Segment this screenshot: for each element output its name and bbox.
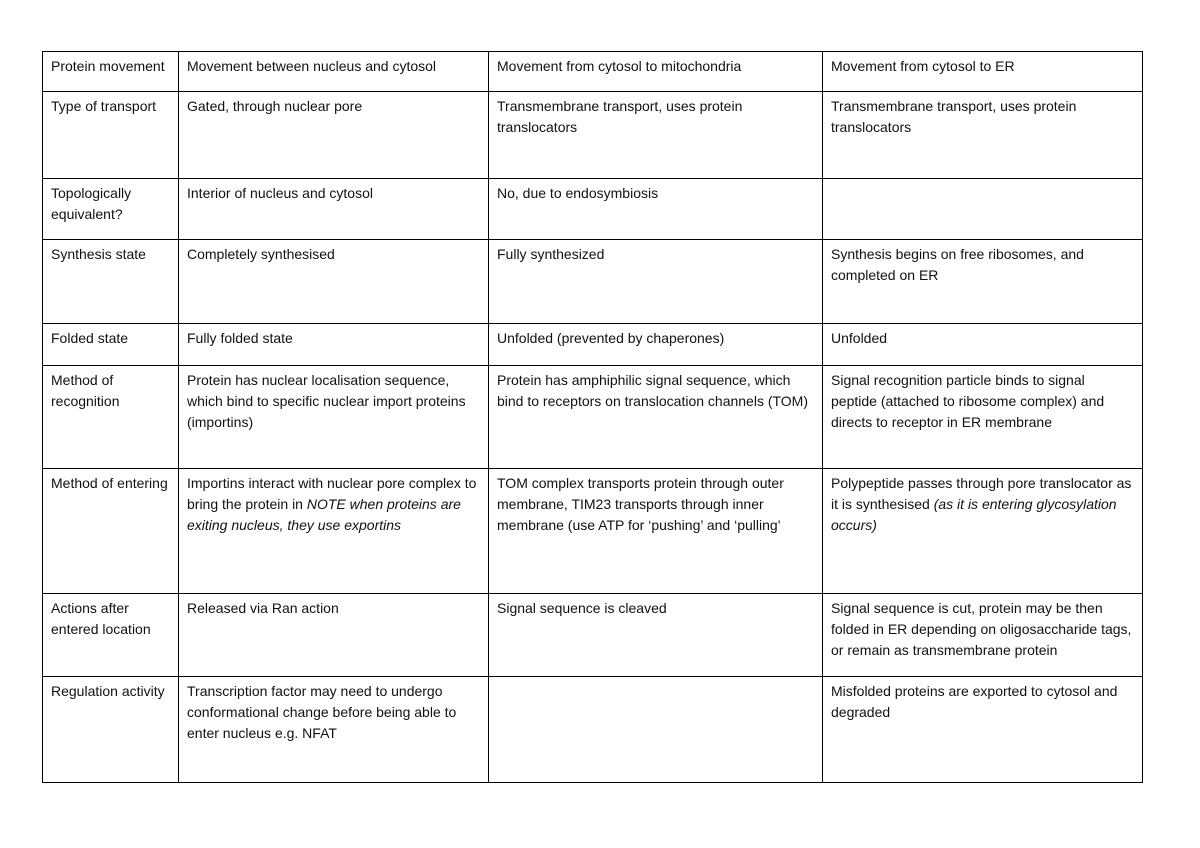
er-note: (as it is entering glycosylation occurs) xyxy=(831,496,1117,533)
er-cell: Synthesis begins on free ribosomes, and completed on ER xyxy=(823,240,1143,324)
nucleus-cell: Interior of nucleus and cytosol xyxy=(179,179,489,240)
nucleus-text: Importins interact with nuclear pore complex to bring the protein in xyxy=(187,475,477,512)
row-label-cell: Method of entering xyxy=(43,469,179,594)
nucleus-cell: Fully folded state xyxy=(179,324,489,366)
mitochondria-cell: TOM complex transports protein through outer membrane, TIM23 transports through inner membrane (use ATP for ‘pushing’ and ‘pulling’ xyxy=(489,469,823,594)
table-row-regulation-activity xyxy=(43,677,1143,783)
header-cell-cytosol-mitochondria: Movement from cytosol to mitochondria xyxy=(489,52,823,92)
mitochondria-cell: No, due to endosymbiosis xyxy=(489,179,823,240)
row-label-cell: Topologically equivalent? xyxy=(43,179,179,240)
nucleus-cell: Gated, through nuclear pore xyxy=(179,92,489,179)
mitochondria-cell: Transmembrane transport, uses protein translocators xyxy=(489,92,823,179)
er-cell xyxy=(823,179,1143,240)
header-cell-nucleus-cytosol: Movement between nucleus and cytosol xyxy=(179,52,489,92)
table-row-folded-state xyxy=(43,324,1143,366)
row-label-cell: Type of transport xyxy=(43,92,179,179)
mitochondria-cell: Signal sequence is cleaved xyxy=(489,594,823,677)
nucleus-cell: Transcription factor may need to undergo conformational change before being able to enter nucleus e.g. NFAT xyxy=(179,677,489,783)
mitochondria-cell: Fully synthesized xyxy=(489,240,823,324)
er-cell: Unfolded xyxy=(823,324,1143,366)
protein-movement-table xyxy=(42,51,1143,783)
mitochondria-cell: Unfolded (prevented by chaperones) xyxy=(489,324,823,366)
table-row-method-of-recognition xyxy=(43,366,1143,469)
table-header-row xyxy=(43,52,1143,92)
er-cell: Signal recognition particle binds to signal peptide (attached to ribosome complex) and directs to receptor in ER membrane xyxy=(823,366,1143,469)
nucleus-cell xyxy=(179,469,489,594)
nucleus-note: NOTE when proteins are exiting nucleus, they use exportins xyxy=(187,496,461,533)
row-label-cell: Regulation activity xyxy=(43,677,179,783)
er-cell: Transmembrane transport, uses protein translocators xyxy=(823,92,1143,179)
mitochondria-cell: Protein has amphiphilic signal sequence, which bind to receptors on translocation channels (TOM) xyxy=(489,366,823,469)
row-label-cell: Synthesis state xyxy=(43,240,179,324)
row-label-cell: Actions after entered location xyxy=(43,594,179,677)
er-cell: Misfolded proteins are exported to cytosol and degraded xyxy=(823,677,1143,783)
row-label-cell: Folded state xyxy=(43,324,179,366)
header-cell-cytosol-er: Movement from cytosol to ER xyxy=(823,52,1143,92)
table-row-type-of-transport xyxy=(43,92,1143,179)
nucleus-cell: Released via Ran action xyxy=(179,594,489,677)
er-cell xyxy=(823,469,1143,594)
table-row-synthesis-state xyxy=(43,240,1143,324)
er-text: Polypeptide passes through pore translocator as it is synthesised xyxy=(831,475,1132,512)
er-cell: Signal sequence is cut, protein may be then folded in ER depending on oligosaccharide tags, or remain as transmembrane protein xyxy=(823,594,1143,677)
nucleus-cell: Completely synthesised xyxy=(179,240,489,324)
nucleus-cell: Protein has nuclear localisation sequence, which bind to specific nuclear import proteins (importins) xyxy=(179,366,489,469)
table-row-method-of-entering xyxy=(43,469,1143,594)
header-cell-protein-movement: Protein movement xyxy=(43,52,179,92)
mitochondria-cell xyxy=(489,677,823,783)
row-label-cell: Method of recognition xyxy=(43,366,179,469)
table-row-actions-after-entered xyxy=(43,594,1143,677)
table-row-topologically-equivalent xyxy=(43,179,1143,240)
